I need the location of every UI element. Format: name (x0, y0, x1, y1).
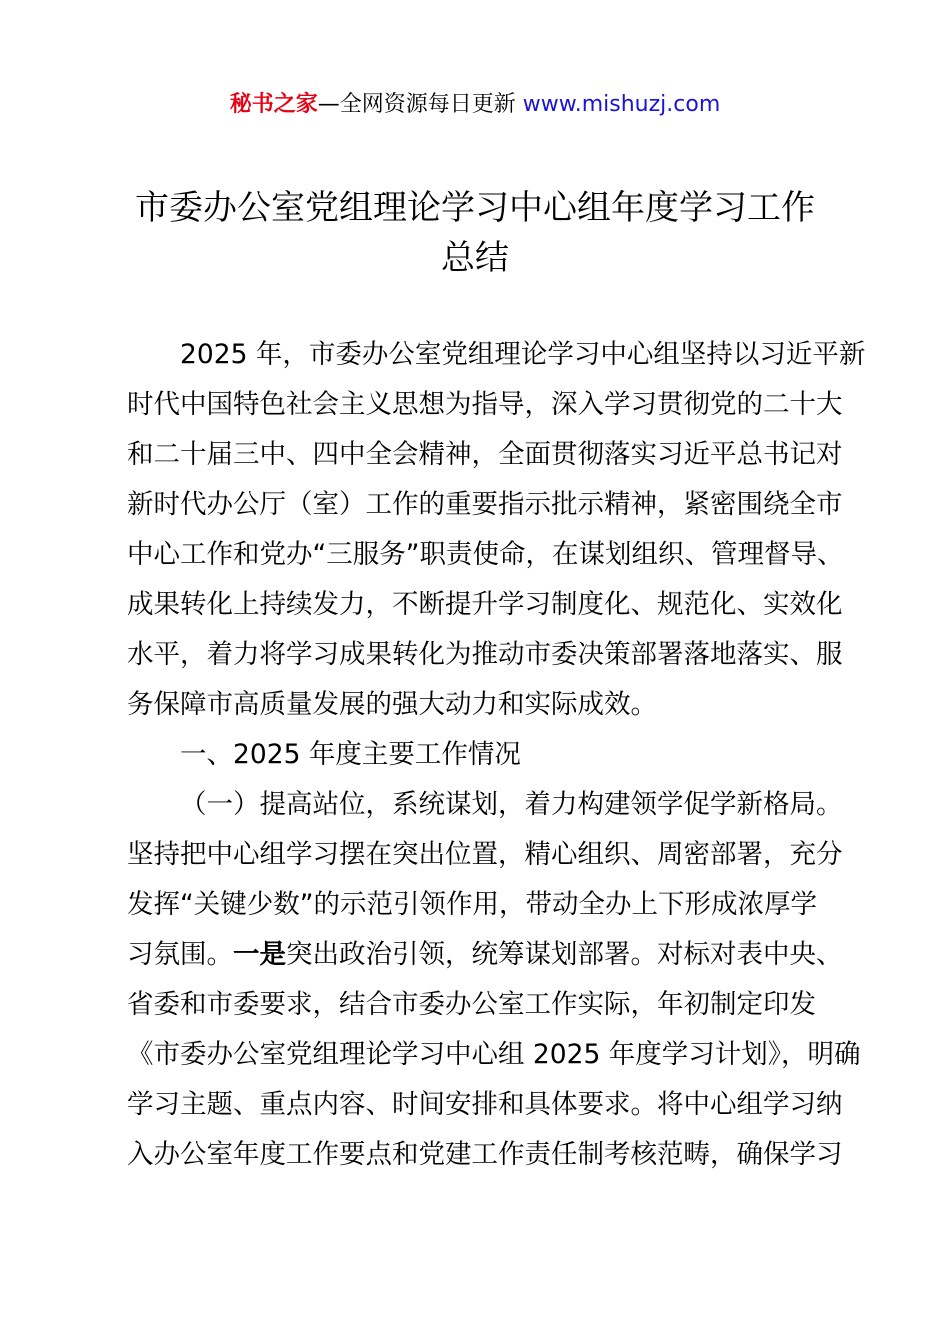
paragraph-line: 成果转化上持续发力，不断提升学习制度化、规范化、实效化 (127, 589, 843, 620)
paragraph-line: 学习主题、重点内容、时间安排和具体要求。将中心组学习纳 (127, 1089, 843, 1120)
title-line-1: 市委办公室党组理论学习中心组年度学习工作 (135, 188, 815, 228)
emphasis-label: 一是 (233, 939, 286, 970)
paragraph-line: 省委和市委要求，结合市委办公室工作实际，年初制定印发 (127, 989, 816, 1020)
paragraph-line: 水平，着力将学习成果转化为推动市委决策部署落地落实、服 (127, 639, 843, 670)
paragraph-line: 发挥“关键少数”的示范引领作用，带动全办上下形成浓厚学 (127, 889, 817, 920)
document-title (100, 183, 850, 283)
paragraph-line: 入办公室年度工作要点和党建工作责任制考核范畴，确保学习 (127, 1139, 843, 1170)
paragraph-line: 坚持把中心组学习摆在突出位置，精心组织、周密部署，充分 (127, 839, 843, 870)
paragraph-line: 《市委办公室党组理论学习中心组 2025 年度学习计划》，明确 (127, 1039, 861, 1070)
section-heading: 一、2025 年度主要工作情况 (180, 739, 521, 770)
paragraph-line: 中心工作和党办“三服务”职责使命，在谋划组织、管理督导、 (127, 539, 844, 570)
site-header (0, 88, 950, 122)
subsection-heading: （一）提高站位，系统谋划，着力构建领学促学新格局。 (180, 789, 843, 820)
text-span: 习氛围。 (127, 939, 233, 970)
header-tagline: —全网资源每日更新 (317, 92, 523, 117)
text-span: 突出政治引领，统筹谋划部署。对标对表中央、 (286, 939, 843, 970)
site-url-link[interactable]: www.mishuzj.com (522, 92, 721, 117)
paragraph-line (127, 930, 843, 980)
brand-name: 秘书之家 (229, 92, 318, 117)
paragraph-line: 务保障市高质量发展的强大动力和实际成效。 (127, 689, 657, 720)
paragraph-line: 时代中国特色社会主义思想为指导，深入学习贯彻党的二十大 (127, 389, 843, 420)
paragraph-line: 新时代办公厅（室）工作的重要指示批示精神，紧密围绕全市 (127, 489, 843, 520)
document-body (127, 330, 866, 1180)
title-line-2: 总结 (441, 238, 509, 278)
paragraph-line: 和二十届三中、四中全会精神，全面贯彻落实习近平总书记对 (127, 439, 843, 470)
paragraph-line: 2025 年，市委办公室党组理论学习中心组坚持以习近平新 (180, 339, 866, 370)
